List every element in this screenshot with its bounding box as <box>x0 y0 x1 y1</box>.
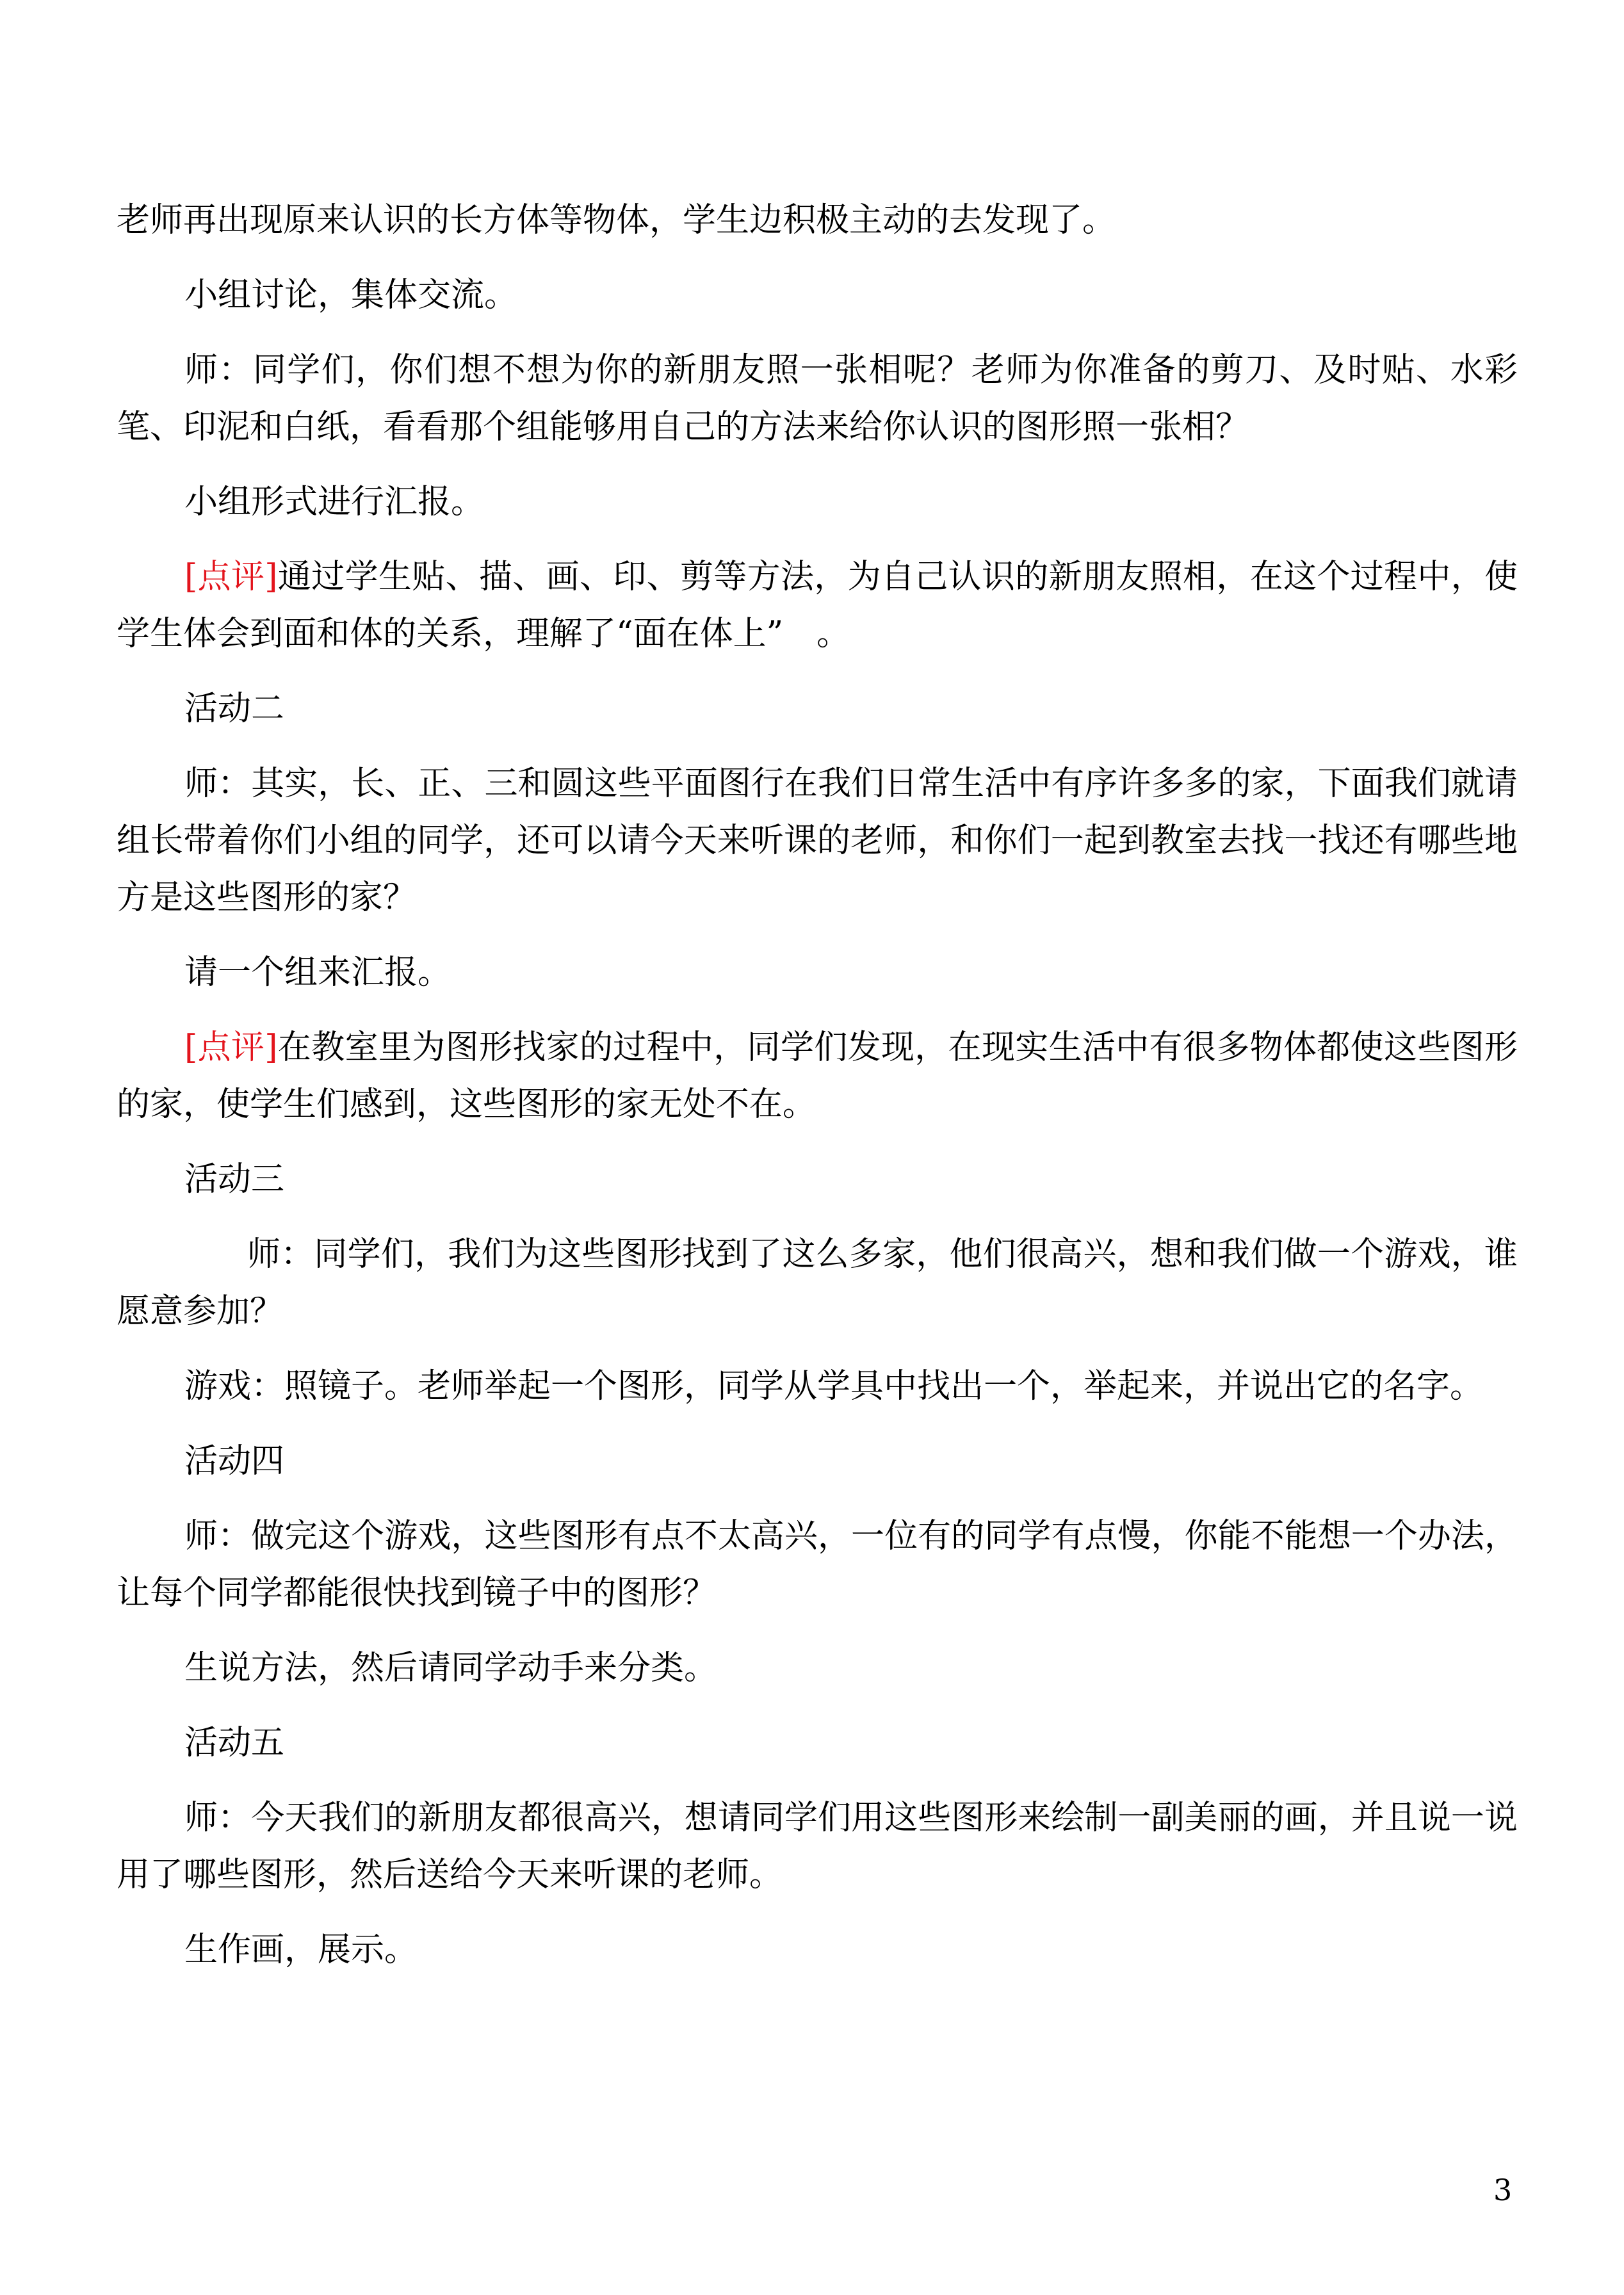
paragraph-6: 活动二 <box>184 690 285 728</box>
paragraph-11: 师：同学们，我们为这些图形找到了这么多家，他们很高兴，想和我们做一个游戏，谁愿意参加？ <box>117 1235 1518 1331</box>
paragraph-18: 生作画，展示。 <box>184 1931 418 1969</box>
paragraph-17: 师：今天我们的新朋友都很高兴，想请同学们用这些图形来绘制一副美丽的画，并且说一说用了哪些图形，然后送给今天来听课的老师。 <box>117 1799 1518 1894</box>
paragraph-5-text: 通过学生贴、描、画、印、剪等方法，为自己认识的新朋友照相，在这个过程中，使学生体会到面和体的关系，理解了“面在体上” 。 <box>117 558 1518 653</box>
paragraph-14: 师：做完这个游戏，这些图形有点不太高兴，一位有的同学有点慢，你能不能想一个办法，让每个同学都能很快找到镜子中的图形？ <box>117 1517 1518 1612</box>
paragraph-7: 师：其实，长、正、三和圆这些平面图行在我们日常生活中有序许多多的家，下面我们就请组长带着你们小组的同学，还可以请今天来听课的老师，和你们一起到教室去找一找还有哪些地方是这些图形的家？ <box>117 765 1518 917</box>
comment-tag: [点评] <box>184 1028 278 1067</box>
document-body <box>117 192 1518 1979</box>
page-number: 3 <box>1493 2173 1513 2207</box>
paragraph-9-text: 在教室里为图形找家的过程中，同学们发现，在现实生活中有很多物体都使这些图形的家，使学生们感到，这些图形的家无处不在。 <box>117 1028 1518 1124</box>
paragraph-3: 师：同学们，你们想不想为你的新朋友照一张相呢？老师为你准备的剪刀、及时贴、水彩笔、印泥和白纸，看看那个组能够用自己的方法来给你认识的图形照一张相？ <box>117 351 1518 446</box>
paragraph-2: 小组讨论，集体交流。 <box>184 276 518 314</box>
paragraph-16: 活动五 <box>184 1724 285 1762</box>
paragraph-4: 小组形式进行汇报。 <box>184 483 485 521</box>
paragraph-13: 活动四 <box>184 1442 285 1480</box>
paragraph-15: 生说方法，然后请同学动手来分类。 <box>184 1649 718 1687</box>
paragraph-12: 游戏：照镜子。老师举起一个图形，同学从学具中找出一个，举起来，并说出它的名字。 <box>184 1367 1484 1406</box>
paragraph-1: 老师再出现原来认识的长方体等物体，学生边积极主动的去发现了。 <box>117 201 1116 239</box>
paragraph-8: 请一个组来汇报。 <box>184 953 451 992</box>
comment-tag: [点评] <box>184 558 278 596</box>
paragraph-10: 活动三 <box>184 1160 285 1199</box>
paragraph-9 <box>117 1019 1518 1133</box>
paragraph-5 <box>117 549 1518 663</box>
